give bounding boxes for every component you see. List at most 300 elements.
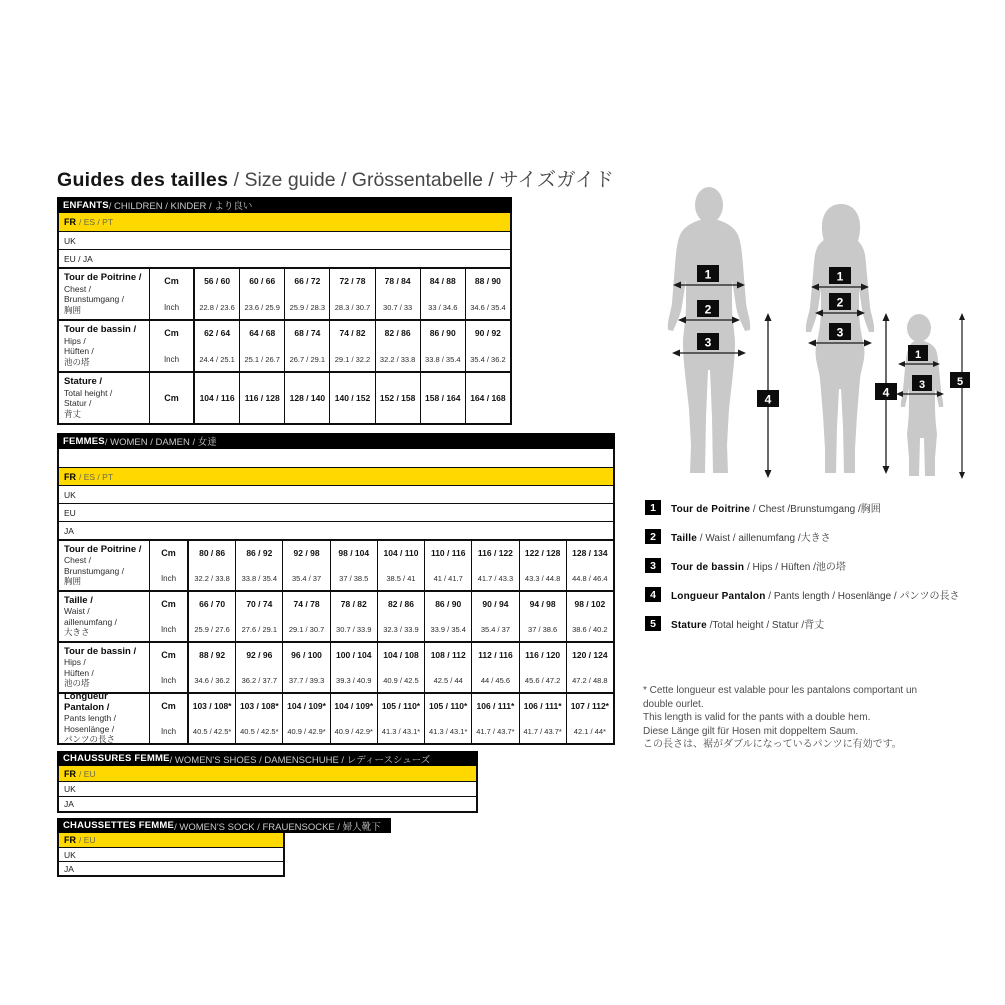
table-row <box>59 539 613 590</box>
row-label-text: UK <box>64 235 76 246</box>
table-row <box>59 213 510 231</box>
unit-label: Cm <box>161 650 176 660</box>
table-row <box>59 781 476 796</box>
unit-label: Inch <box>160 727 177 736</box>
table-row <box>59 521 613 539</box>
cell-value: 40.9 / 42.5 <box>383 676 419 685</box>
cell-value: 36.2 / 37.7 <box>241 676 278 685</box>
table-body <box>57 449 615 745</box>
table-cell <box>193 321 239 371</box>
cell-value: 152 / 158 <box>379 393 416 403</box>
table-cell <box>465 373 510 423</box>
group-label-line: Hosenlänge / <box>64 723 115 734</box>
row-label <box>59 373 149 423</box>
cell-value: 106 / 111* <box>523 701 562 711</box>
cell-value: 68 / 74 <box>294 328 321 338</box>
cell-value: 78 / 84 <box>384 276 411 286</box>
table-cell <box>235 643 282 692</box>
unit-label: Cm <box>161 599 176 609</box>
table-row <box>59 467 613 485</box>
row-label <box>59 833 191 847</box>
table-cell <box>330 592 377 641</box>
cell-value: 112 / 116 <box>478 650 513 660</box>
legend-item-4 <box>645 587 985 602</box>
cell-value: 41.7 / 43.7* <box>523 727 562 736</box>
cell-value: 96 / 100 <box>291 650 322 660</box>
cell-value: 104 / 108 <box>383 650 419 660</box>
group-label-line: 池の塔 <box>64 678 90 688</box>
row-label <box>59 213 194 231</box>
row-label <box>59 232 194 249</box>
cell-value: 33.8 / 35.4 <box>241 574 278 583</box>
man-silhouette <box>668 187 750 473</box>
unit-cell <box>149 643 187 692</box>
cell-value: 32.3 / 33.9 <box>383 625 419 634</box>
cell-value: 34.6 / 35.4 <box>470 303 506 312</box>
measurement-legend <box>645 500 985 645</box>
cell-value: 64 / 68 <box>249 328 276 338</box>
cell-value: 40.5 / 42.5* <box>192 727 232 736</box>
cell-value: 42.5 / 44 <box>433 676 463 685</box>
cell-value: 100 / 104 <box>336 650 372 660</box>
group-label-line: Chest / <box>64 555 91 565</box>
cell-value: 128 / 134 <box>572 548 608 558</box>
cell-value: 37 / 38.6 <box>528 625 558 634</box>
table-cell <box>420 269 465 319</box>
table-row <box>59 766 476 781</box>
cell-value: 164 / 168 <box>470 393 506 403</box>
row-label-text: JA <box>64 863 74 874</box>
child-marker-1: 1 <box>914 349 922 361</box>
cell-value: 105 / 110* <box>429 701 468 711</box>
table-row <box>59 641 613 692</box>
row-label <box>59 321 149 371</box>
table-row <box>59 847 283 861</box>
cell-value: 41.7 / 43.7* <box>476 727 515 736</box>
child-silhouette <box>901 314 943 476</box>
group-label-line: Chest / <box>64 283 91 294</box>
table-cell <box>377 694 424 743</box>
table-cell <box>330 541 377 590</box>
cell-value: 43.3 / 44.8 <box>524 574 561 583</box>
legend-item-1 <box>645 500 985 515</box>
group-label-line: パンツの長さ <box>64 734 116 745</box>
page-title-bold: Guides des tailles <box>57 169 229 191</box>
table-cell <box>377 592 424 641</box>
cell-value: 116 / 120 <box>525 650 561 660</box>
legend-item-5 <box>645 616 985 631</box>
table-cell <box>465 269 510 319</box>
row-label <box>59 782 191 796</box>
table-row <box>59 692 613 743</box>
table-cell <box>566 592 613 641</box>
cell-value: 35.4 / 36.2 <box>470 355 506 364</box>
group-label-bold: Tour de Poitrine / <box>64 272 142 283</box>
table-cell <box>284 269 329 319</box>
table-cell <box>239 269 284 319</box>
row-label-text: UK <box>64 784 76 794</box>
footnote-line: * Cette longueur est valable pour les pantalons comportant un <box>643 685 918 696</box>
unit-label: Cm <box>164 276 179 286</box>
cell-value: 88 / 92 <box>199 650 226 660</box>
table-title-bar <box>57 751 478 766</box>
legend-number-badge-4: 4 <box>645 587 661 602</box>
table-cell <box>420 373 465 423</box>
cell-value: 105 / 110* <box>381 701 421 711</box>
woman-marker-3: 3 <box>836 325 844 340</box>
table-cell <box>424 694 471 743</box>
table-body <box>57 213 512 425</box>
size-table-socks <box>57 818 391 877</box>
group-label-line: Statur / <box>64 398 92 408</box>
table-row <box>59 371 510 423</box>
row-label <box>59 766 191 781</box>
table-body <box>57 833 285 877</box>
cell-value: 116 / 128 <box>244 393 280 403</box>
cell-value: 84 / 88 <box>429 276 456 286</box>
unit-label: Inch <box>160 676 177 685</box>
row-label-text: JA <box>64 799 74 809</box>
group-label-bold: Stature / <box>64 376 103 387</box>
unit-label: Cm <box>161 548 176 558</box>
cell-value: 128 / 140 <box>289 393 326 403</box>
cell-value: 106 / 111* <box>476 701 515 711</box>
unit-label: Cm <box>164 393 179 403</box>
table-cell <box>566 541 613 590</box>
legend-number-badge-2: 2 <box>645 529 661 544</box>
cell-value: 70 / 74 <box>246 599 273 609</box>
cell-value: 82 / 86 <box>387 599 414 609</box>
table-cell <box>566 694 613 743</box>
table-cell <box>330 643 377 692</box>
cell-value: 28.3 / 30.7 <box>334 303 371 312</box>
row-label-text: UK <box>64 489 76 500</box>
table-cell <box>329 373 374 423</box>
row-label <box>59 848 191 861</box>
cell-value: 29.1 / 32.2 <box>334 355 371 364</box>
group-label-line: Waist / <box>64 606 90 616</box>
table-row <box>59 267 510 319</box>
row-label <box>59 643 149 692</box>
table-cell <box>519 643 566 692</box>
table-cell <box>377 541 424 590</box>
table-cell <box>239 373 284 423</box>
table-cell <box>282 592 329 641</box>
cell-value: 90 / 94 <box>482 599 509 609</box>
table-row <box>59 503 613 521</box>
cell-value: 120 / 124 <box>572 650 608 660</box>
table-cell <box>519 592 566 641</box>
footnote-line: Diese Länge gilt für Hosen mit doppeltem Saum. <box>643 725 859 737</box>
table-cell <box>424 643 471 692</box>
table-cell <box>193 269 239 319</box>
legend-number-badge-1: 1 <box>645 500 661 515</box>
row-label <box>59 541 149 590</box>
cell-value: 104 / 116 <box>199 393 235 403</box>
table-cell <box>471 694 518 743</box>
child-marker-5: 5 <box>956 376 964 388</box>
table-cell <box>282 643 329 692</box>
cell-value: 24.4 / 25.1 <box>199 355 235 364</box>
unit-cell <box>149 373 193 423</box>
group-label-line: Total height / <box>64 387 113 398</box>
man-marker-4: 4 <box>764 392 772 407</box>
table-title-rest: / WOMEN'S SHOES / DAMENSCHUHE / レディースシューズ <box>169 754 431 766</box>
legend-label-1: Tour de Poitrine / Chest /Brunstumgang /胸囲 <box>671 504 881 515</box>
legend-number-badge-5: 5 <box>645 616 661 631</box>
cell-value: 35.4 / 37 <box>480 625 511 634</box>
cell-value: 39.3 / 40.9 <box>336 676 372 685</box>
size-table-femmes <box>57 433 615 745</box>
group-label-line: Pants length / <box>64 713 116 724</box>
row-label <box>59 862 191 875</box>
table-cell <box>329 321 374 371</box>
row-label-rest: / EU <box>79 768 96 779</box>
child-marker-3: 3 <box>918 379 926 391</box>
table-row <box>59 231 510 249</box>
table-row <box>59 861 283 875</box>
page-title-rest: / Size guide / Grössentabelle / サイズガイド <box>228 169 615 191</box>
row-label-text: EU / JA <box>64 253 93 264</box>
group-label-line: 背丈 <box>64 408 82 419</box>
table-cell <box>566 643 613 692</box>
cell-value: 108 / 112 <box>430 650 466 660</box>
cell-value: 44.8 / 46.4 <box>572 574 608 583</box>
table-cell <box>235 694 282 743</box>
table-cell <box>519 541 566 590</box>
cell-value: 44 / 45.6 <box>480 676 511 685</box>
cell-value: 78 / 82 <box>340 599 367 609</box>
cell-value: 22.8 / 23.6 <box>199 303 235 312</box>
unit-cell <box>149 269 193 319</box>
cell-value: 104 / 109* <box>334 701 374 711</box>
row-label <box>59 504 188 521</box>
cell-value: 25.9 / 27.6 <box>194 625 230 634</box>
cell-value: 34.6 / 36.2 <box>194 676 230 685</box>
cell-value: 104 / 109* <box>287 701 326 711</box>
table-cell <box>193 373 239 423</box>
cell-value: 62 / 64 <box>204 328 231 338</box>
table-title-bar <box>57 197 512 213</box>
cell-value: 86 / 90 <box>429 328 456 338</box>
legend-item-2 <box>645 529 985 544</box>
cell-value: 86 / 90 <box>435 599 462 609</box>
table-row <box>59 590 613 641</box>
cell-value: 32.2 / 33.8 <box>379 355 416 364</box>
cell-value: 94 / 98 <box>529 599 556 609</box>
row-label <box>59 522 188 539</box>
footnote <box>643 684 978 752</box>
woman-marker-2: 2 <box>836 295 844 310</box>
table-title-rest: / WOMEN / DAMEN / 女達 <box>104 437 217 448</box>
cell-value: 92 / 98 <box>293 548 320 558</box>
cell-value: 27.6 / 29.1 <box>241 625 278 634</box>
size-table-shoes <box>57 751 478 813</box>
cell-value: 37 / 38.5 <box>339 574 369 583</box>
cell-value: 41.3 / 43.1* <box>381 727 421 736</box>
unit-label: Inch <box>160 625 177 634</box>
table-cell <box>375 373 420 423</box>
cell-value: 45.6 / 47.2 <box>524 676 561 685</box>
group-label-bold: Longueur Pantalon / <box>64 691 110 713</box>
table-cell <box>239 321 284 371</box>
legend-label-5: Stature /Total height / Statur /背丈 <box>671 620 825 631</box>
cell-value: 82 / 86 <box>384 328 411 338</box>
woman-marker-1: 1 <box>836 269 844 284</box>
cell-value: 116 / 122 <box>477 548 513 558</box>
unit-cell <box>149 592 187 641</box>
cell-value: 26.7 / 29.1 <box>289 355 326 364</box>
table-cell <box>377 643 424 692</box>
table-cell <box>235 541 282 590</box>
cell-value: 32.2 / 33.8 <box>194 574 230 583</box>
cell-value: 107 / 112* <box>570 701 609 711</box>
cell-value: 40.5 / 42.5* <box>240 727 279 736</box>
cell-value: 33.8 / 35.4 <box>425 355 461 364</box>
table-cell <box>235 592 282 641</box>
cell-value: 66 / 72 <box>294 276 321 286</box>
group-label-line: 大きさ <box>64 627 90 637</box>
row-label <box>59 269 149 319</box>
cell-value: 25.1 / 26.7 <box>244 355 280 364</box>
unit-cell <box>149 694 187 743</box>
man-marker-2: 2 <box>704 302 712 317</box>
table-cell <box>187 643 235 692</box>
row-label-text: EU <box>64 507 76 518</box>
unit-label: Inch <box>163 355 180 364</box>
cell-value: 66 / 70 <box>199 599 226 609</box>
cell-value: 158 / 164 <box>425 393 461 403</box>
footnote-line: この長さは、裾がダブルになっているパンツに有効です。 <box>643 739 902 750</box>
cell-value: 74 / 78 <box>293 599 320 609</box>
unit-cell <box>149 321 193 371</box>
group-label-line: 池の塔 <box>64 356 90 367</box>
cell-value: 25.9 / 28.3 <box>289 303 326 312</box>
legend-number-badge-3: 3 <box>645 558 661 573</box>
table-cell <box>187 592 235 641</box>
cell-value: 37.7 / 39.3 <box>288 676 325 685</box>
page-title <box>57 164 614 192</box>
row-label <box>59 250 194 267</box>
row-label-text: JA <box>64 525 74 536</box>
man-figure <box>645 185 795 481</box>
table-cell <box>424 541 471 590</box>
cell-value: 29.1 / 30.7 <box>288 625 325 634</box>
group-label-bold: Taille / <box>64 594 93 606</box>
man-marker-3: 3 <box>704 335 712 350</box>
row-label <box>59 486 188 503</box>
group-label-line: Hüften / <box>64 667 94 678</box>
table-title-rest: / CHILDREN / KINDER / より良い <box>108 201 253 212</box>
cell-value: 41 / 41.7 <box>433 574 463 583</box>
cell-value: 60 / 66 <box>249 276 276 286</box>
group-label-line: Hips / <box>64 657 86 667</box>
table-cell <box>375 269 420 319</box>
group-label-line: 胸囲 <box>64 304 82 315</box>
row-label <box>59 592 149 641</box>
cell-value: 90 / 92 <box>474 328 501 338</box>
cell-value: 40.9 / 42.9* <box>287 727 326 736</box>
legend-label-3: Tour de bassin / Hips / Hüften /池の塔 <box>671 562 846 573</box>
row-label <box>59 691 149 745</box>
table-cell <box>420 321 465 371</box>
row-label-bold: FR <box>64 835 76 845</box>
row-label <box>59 449 188 467</box>
group-label-bold: Tour de bassin / <box>64 645 137 657</box>
cell-value: 33 / 34.6 <box>428 303 458 312</box>
row-label <box>59 797 191 811</box>
man-marker-1: 1 <box>704 267 712 282</box>
cell-value: 41.7 / 43.3 <box>477 574 514 583</box>
table-cell <box>330 694 377 743</box>
legend-label-4: Longueur Pantalon / Pants length / Hosenlänge / パンツの長さ <box>671 591 960 602</box>
table-cell <box>471 643 518 692</box>
table-row <box>59 485 613 503</box>
unit-label: Cm <box>164 328 179 338</box>
row-label-rest: / ES / PT <box>79 217 114 227</box>
cell-value: 40.9 / 42.9* <box>334 727 373 736</box>
table-cell <box>375 321 420 371</box>
row-label-bold: FR <box>64 471 76 482</box>
table-title-bold: CHAUSSURES FEMME <box>63 753 170 764</box>
child-figure <box>876 312 976 480</box>
cell-value: 33.9 / 35.4 <box>430 625 466 634</box>
group-label-bold: Tour de Poitrine / <box>64 543 142 555</box>
row-label-rest: / ES / PT <box>79 471 114 482</box>
row-label-text: UK <box>64 849 76 860</box>
cell-value: 38.6 / 40.2 <box>572 625 608 634</box>
cell-value: 104 / 110 <box>383 548 419 558</box>
cell-value: 41.3 / 43.1* <box>429 727 468 736</box>
row-label-bold: FR <box>64 768 76 779</box>
row-label-bold: FR <box>64 217 76 227</box>
table-row <box>59 833 283 847</box>
table-cell <box>329 269 374 319</box>
size-table-enfants <box>57 197 512 425</box>
cell-value: 80 / 86 <box>199 548 226 558</box>
group-label-bold: Tour de bassin / <box>64 324 137 335</box>
table-title-bold: FEMMES <box>63 435 105 447</box>
cell-value: 110 / 116 <box>430 548 466 558</box>
group-label-line: Hips / <box>64 335 86 346</box>
table-row <box>59 796 476 811</box>
table-row <box>59 449 613 467</box>
cell-value: 38.5 / 41 <box>386 574 416 583</box>
cell-value: 23.6 / 25.9 <box>244 303 280 312</box>
cell-value: 56 / 60 <box>204 276 231 286</box>
cell-value: 42.1 / 44* <box>573 727 606 736</box>
table-cell <box>284 321 329 371</box>
cell-value: 98 / 104 <box>338 548 370 558</box>
table-row <box>59 249 510 267</box>
group-label-line: Brunstumgang / <box>64 294 125 304</box>
cell-value: 30.7 / 33 <box>383 303 413 312</box>
group-label-line: Hüften / <box>64 346 94 356</box>
cell-value: 122 / 128 <box>524 548 561 558</box>
footnote-line: This length is valid for the pants with a double hem. <box>643 712 871 723</box>
table-cell <box>187 694 235 743</box>
woman-marker-4: 4 <box>882 385 890 400</box>
table-body <box>57 766 478 813</box>
table-cell <box>284 373 329 423</box>
cell-value: 30.7 / 33.9 <box>336 625 372 634</box>
cell-value: 103 / 108* <box>192 701 232 711</box>
unit-label: Inch <box>160 574 177 583</box>
table-title-bold: ENFANTS <box>63 199 109 211</box>
table-row <box>59 319 510 371</box>
cell-value: 88 / 90 <box>474 276 501 286</box>
table-title-rest: / WOMEN'S SOCK / FRAUENSOCKE / 婦人靴下 <box>174 821 381 833</box>
